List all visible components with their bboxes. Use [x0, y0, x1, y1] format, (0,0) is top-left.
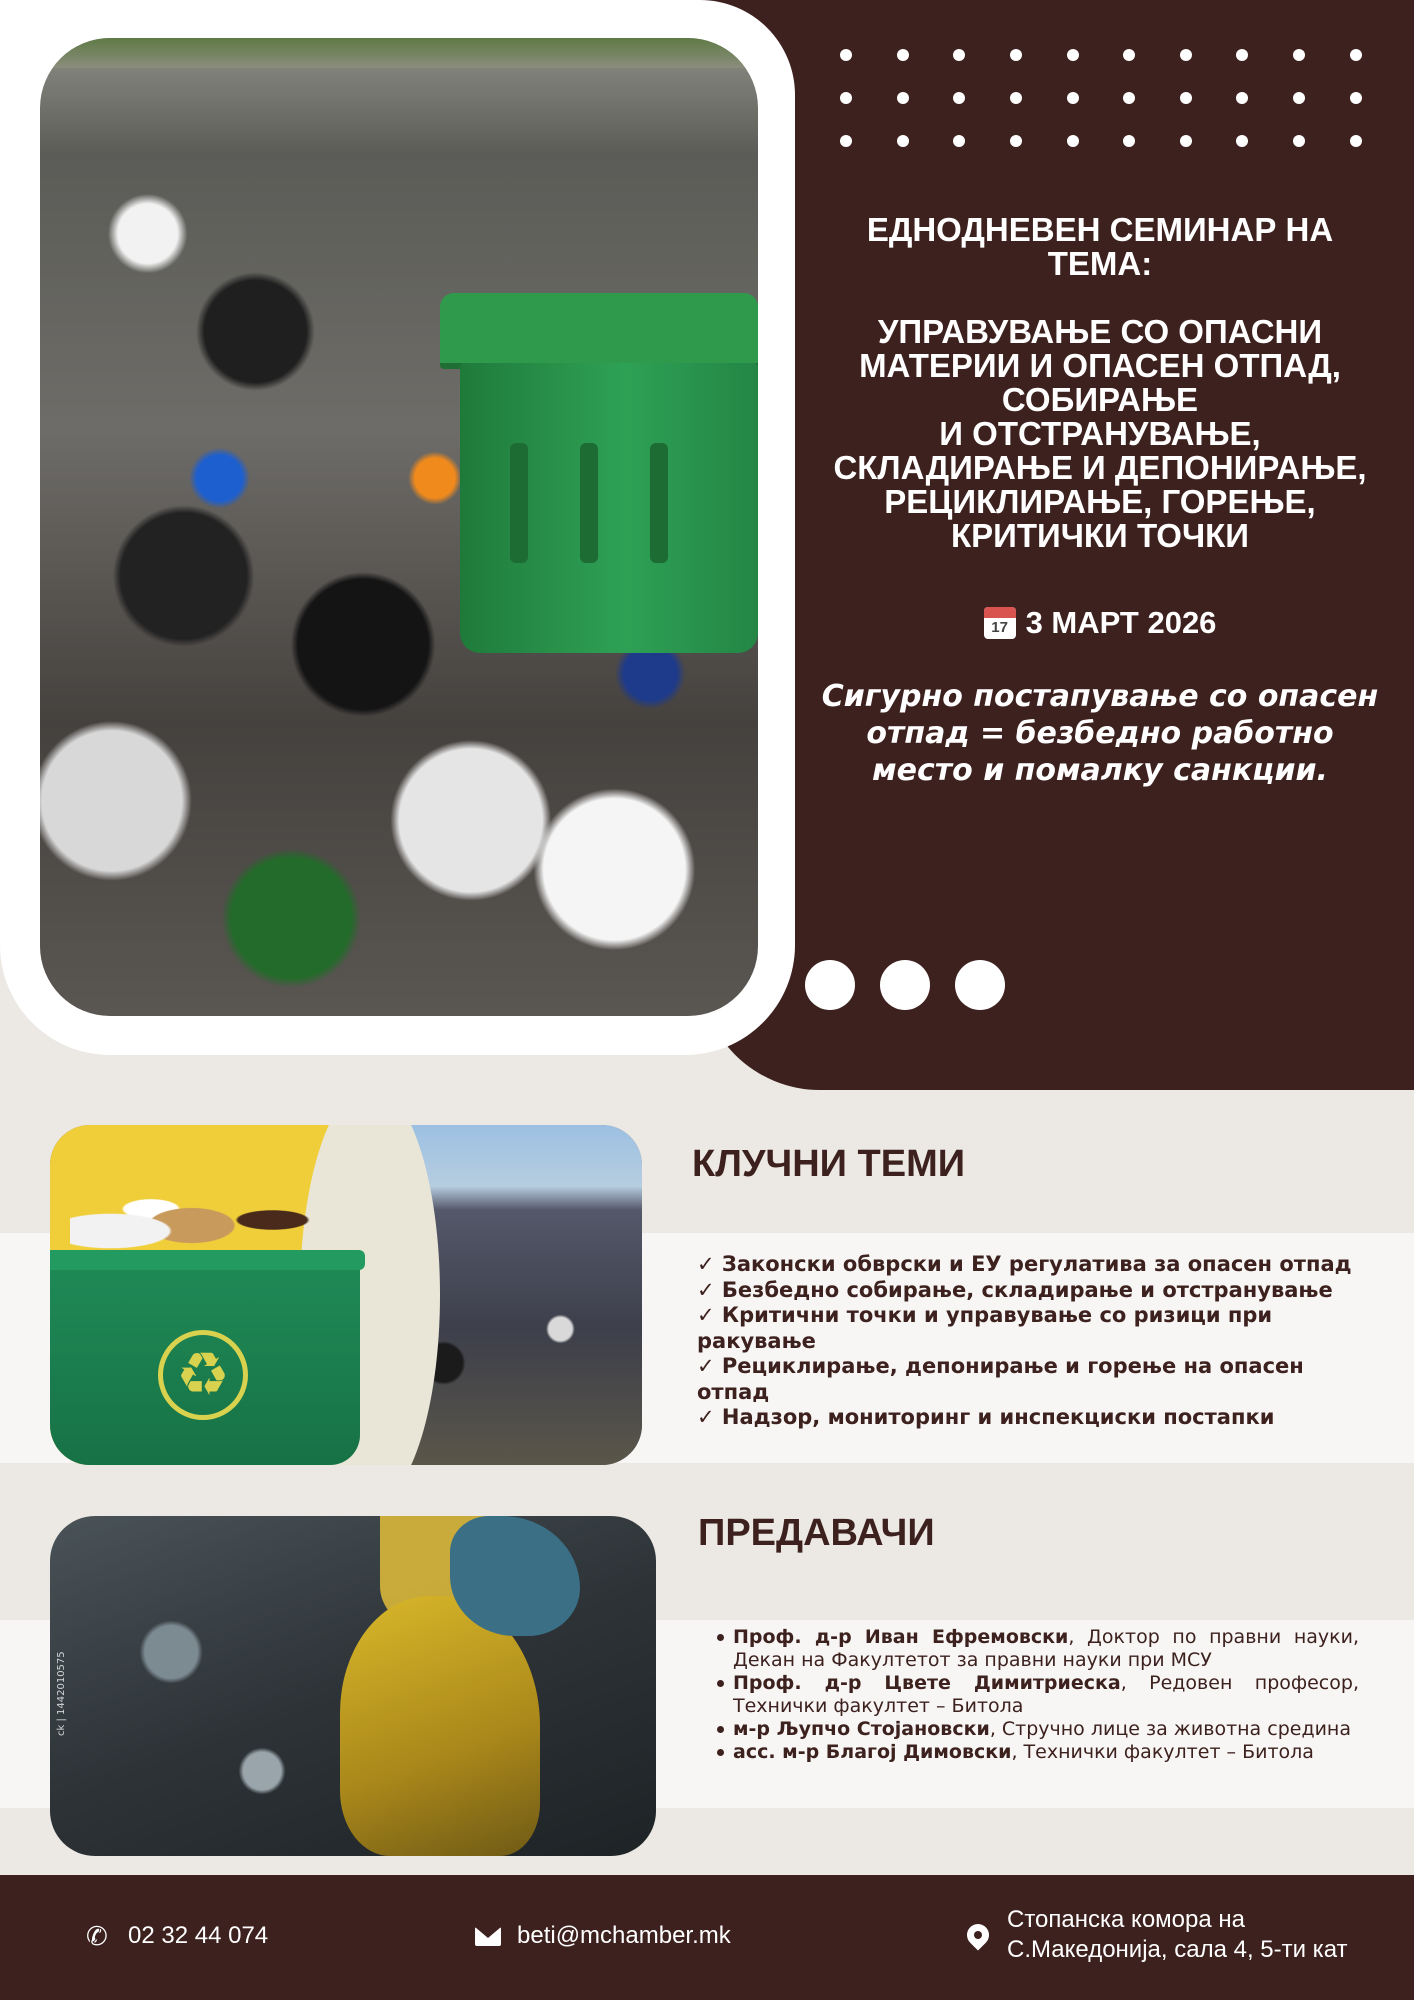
decorative-big-dots: [805, 960, 1005, 1010]
seminar-date: [820, 605, 1380, 641]
hero-photo-waste-pile: [40, 38, 758, 1016]
speaker-role: , Стручно лице за животна средина: [989, 1718, 1351, 1740]
topic-item: ✓ Надзор, мониторинг и инспекциски постапки: [697, 1405, 1275, 1429]
speakers-photo-cleanup: [50, 1516, 656, 1856]
footer-address: [965, 1905, 1348, 1965]
recycling-box-image: [50, 1260, 360, 1465]
address-text: Стопанска комора на С.Македонија, сала 4, 5-ти кат: [1007, 1906, 1348, 1963]
footer-email[interactable]: [475, 1922, 731, 1950]
speaker-role: , Технички факултет – Битола: [1011, 1741, 1314, 1763]
footer-contact-bar: [0, 1875, 1414, 2000]
speakers-list: [733, 1626, 1359, 1764]
location-pin-icon: [965, 1922, 991, 1948]
date-text: 3 МАРТ 2026: [1025, 605, 1217, 640]
green-bin-image: [440, 293, 758, 653]
phone-icon: ✆: [86, 1921, 108, 1951]
speaker-name: Проф. д-р Цвете Димитриеска: [733, 1672, 1121, 1694]
speaker-name: м-р Љупчо Стојановски: [733, 1718, 990, 1740]
seminar-tagline: Сигурно постапување со опасен отпад = безбедно работно место и помалку санкции.: [821, 679, 1379, 788]
speaker-name: асс. м-р Благој Димовски: [733, 1741, 1012, 1763]
speaker-name: Проф. д-р Иван Ефремовски: [733, 1626, 1069, 1648]
topics-list: [697, 1252, 1357, 1431]
topics-heading: КЛУЧНИ ТЕМИ: [692, 1143, 966, 1185]
phone-number[interactable]: 02 32 44 074: [128, 1922, 269, 1949]
speakers-heading: ПРЕДАВАЧИ: [698, 1512, 935, 1554]
topic-item: ✓ Рециклирање, депонирање и горење на опасен отпад: [697, 1354, 1304, 1404]
email-link[interactable]: beti@mchamber.mk: [517, 1922, 731, 1949]
recycle-icon: ♻: [158, 1330, 248, 1420]
footer-phone[interactable]: [86, 1922, 268, 1950]
topic-item: ✓ Законски обврски и ЕУ регулатива за опасен отпад: [697, 1252, 1352, 1276]
speaker-item: [733, 1741, 1359, 1764]
mail-icon: [475, 1923, 501, 1949]
speaker-role: , Доктор по правни науки, Декан на Факултетот за правни науки при МСУ: [733, 1626, 1359, 1671]
topic-item: ✓ Безбедно собирање, складирање и отстранување: [697, 1277, 1333, 1302]
seminar-title: ЕДНОДНЕВЕН СЕМИНАР НА ТЕМА: УПРАВУВАЊЕ СО ОПАСНИ МАТЕРИИ И ОПАСЕН ОТПАД, СОБИРАЊЕ И ОТСТРАНУВАЊЕ, СКЛАДИРАЊЕ И ДЕПОНИРАЊЕ, РЕЦИКЛИРАЊЕ, ГОРЕЊЕ, КРИТИЧКИ ТОЧКИ: [833, 211, 1367, 554]
topics-photo-recycling: [50, 1125, 642, 1465]
speaker-item: [733, 1672, 1359, 1718]
speaker-item: [733, 1626, 1359, 1672]
decorative-dots: [818, 33, 1384, 163]
hero-photo-frame: [0, 0, 795, 1055]
calendar-icon: 17: [984, 607, 1016, 639]
photo-credit: ck | 1442010575: [56, 1651, 67, 1736]
topic-item: ✓ Критични точки и управување со ризици при ракување: [697, 1303, 1273, 1353]
speaker-role: , Редовен професор, Технички факултет – Битола: [733, 1672, 1359, 1717]
speaker-item: [733, 1718, 1359, 1741]
